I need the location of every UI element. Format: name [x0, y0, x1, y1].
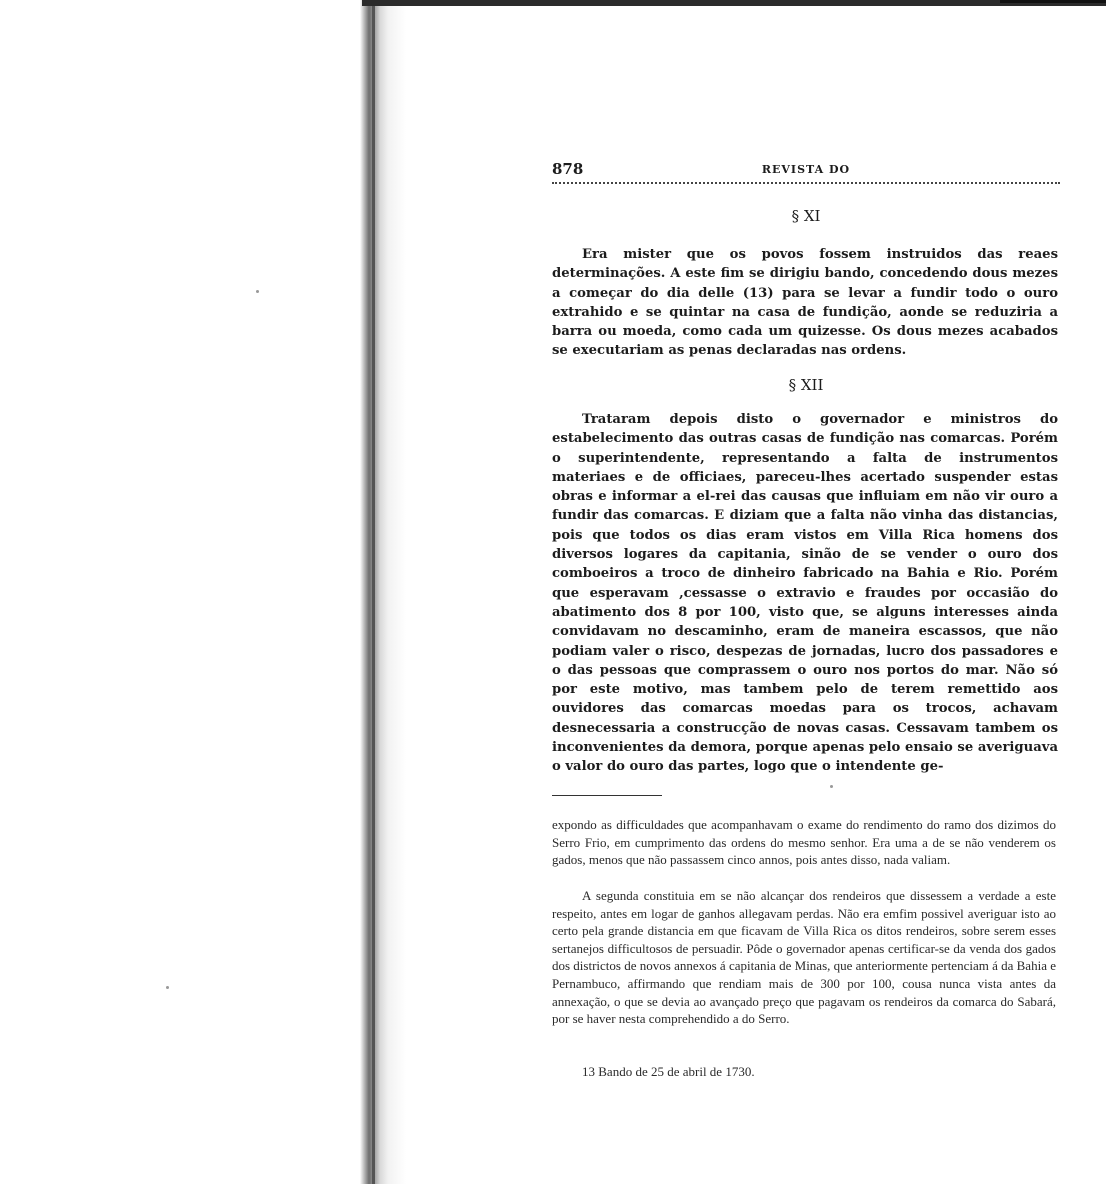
scan-speck — [256, 290, 259, 293]
footnote-rule — [552, 795, 662, 796]
header-rule — [552, 182, 1060, 184]
footnote-continuation: expondo as difficuldades que acompanhavam o exame do rendimento do ramo dos dizimos do Serro Frio, em cumprimento das ordens do mesmo senhor. Era uma a de se não venderem os gados, menos que não passassem cinco annos, pois antes disso, nada valiam. — [552, 817, 1056, 868]
gutter-shadow-line — [372, 0, 375, 1184]
section-xii-paragraph: Trataram depois disto o governador e ministros do estabelecimento das outras casas de fundição nas comarcas. Porém o superintendente, representando a falta de instrumentos materiaes e de officiaes, pareceu-lhes acertado suspender estas obras e informar a el-rei das causas que influiam em não vir ouro a fundir das comarcas. E diziam que a falta não vinha das distancias, pois que todos os dias eram vistos em Villa Rica homens dos diversos logares da capitania, sinão de se vender o ouro dos comboeiros a troco de dinheiro fabricado na Bahia e Rio. Porém que esperavam ,cessasse o extravio e fraudes por occasião do abatimento dos 8 por 100, visto que, se alguns interesses ainda convidavam no descaminho, eram de maneira escassos, que não podiam valer o risco, despezas de jornadas, lucro dos passadores e o das pessoas que comprassem o ouro nos portos do mar. Não só por este motivo, mas tambem pelo de terem remettido aos ouvidores das comarcas moedas para os trocos, achavam desnecessaria a construcção de novas casas. Cessavam tambem os inconvenientes da demora, porque apenas pelo ensaio se averiguava o valor do ouro das partes, logo que o intendente ge- — [552, 412, 1058, 775]
section-xi-paragraph: Era mister que os povos fossem instruidos das reaes determinações. A este fim se dirigiu bando, concedendo dous mezes a começar do dia delle (13) para se levar a fundir todo o ouro extrahido e se quintar na casa de fundição, aonde se reduziria a barra ou moeda, como cada um quizesse. Os dous mezes acabados se executariam as penas declaradas nas ordens. — [552, 247, 1058, 359]
scan-top-edge — [362, 0, 1106, 6]
page-number: 878 — [552, 160, 584, 178]
book-gutter — [360, 0, 406, 1184]
page-header — [552, 160, 1060, 182]
running-head: REVISTA DO — [761, 163, 851, 176]
scan-top-edge-dark — [1000, 0, 1106, 3]
section-title-xi: § XI — [791, 207, 821, 225]
scan-speck — [166, 986, 169, 989]
footnote-paragraph: A segunda constituia em se não alcançar dos rendeiros que dissessem a verdade a este respeito, antes em logar de ganhos allegavam perdas. Não era emfim possivel averiguar isto ao certo pela grande distancia em que ficavam de Villa Rica os ditos rendeiros, sobre serem esses sertanejos difficultosos de persuadir. Pôde o governador apenas certificar-se da venda dos gados dos districtos de novos annexos á capitania de Minas, que anteriormente pertenciam á da Bahia e Pernambuco, affirmando que rendiam mais de 300 por 100, cousa nunca vista antes da annexação, o que se devia ao avançado preço que pagavam os rendeiros da comarca do Sabará, por se haver nesta comprehendido a do Serro. — [552, 888, 1056, 1027]
footnote-13: 13 Bando de 25 de abril de 1730. — [582, 1064, 755, 1079]
scan-speck — [830, 785, 833, 788]
section-title-xii: § XII — [788, 376, 824, 394]
